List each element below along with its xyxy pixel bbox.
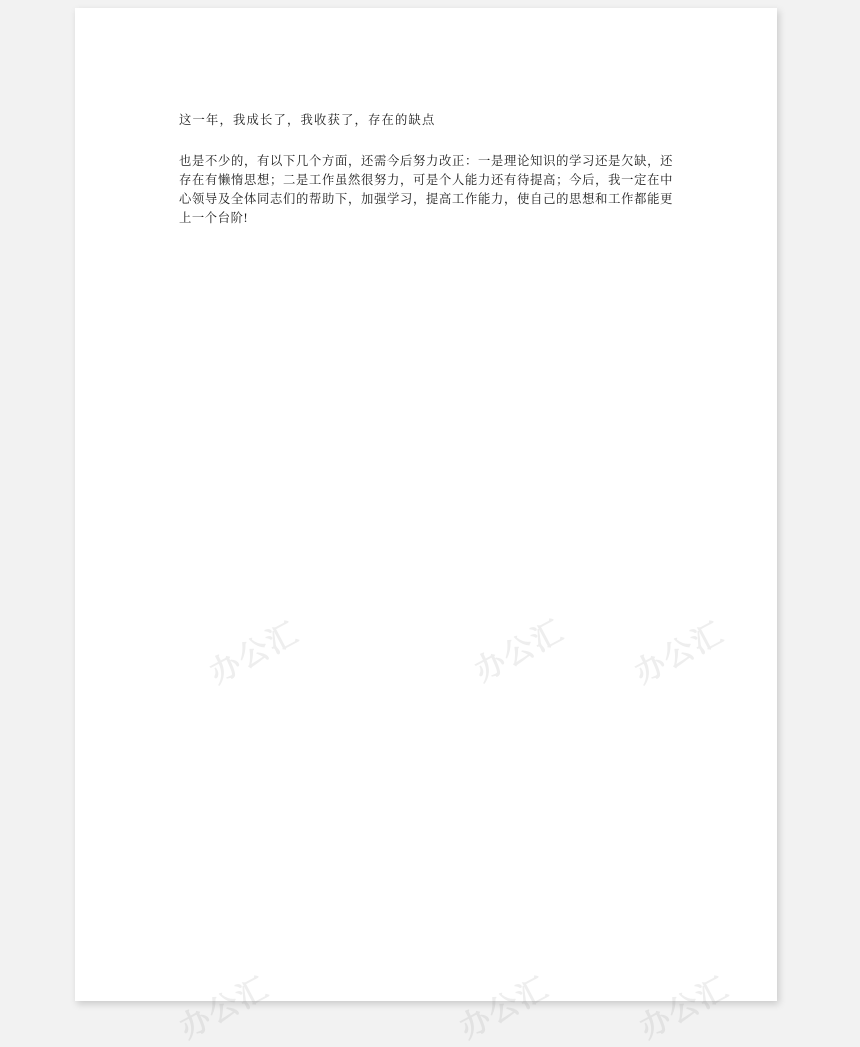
watermark: 办公汇 xyxy=(634,970,735,1046)
document-text-body xyxy=(179,111,673,228)
watermark: 办公汇 xyxy=(204,615,305,691)
paragraph-2: 也是不少的，有以下几个方面，还需今后努力改正：一是理论知识的学习还是欠缺，还存在有懒惰思想；二是工作虽然很努力，可是个人能力还有待提高；今后，我一定在中心领导及全体同志们的帮助下，加强学习，提高工作能力，使自己的思想和工作都能更上一个台阶! xyxy=(179,154,673,225)
watermark: 办公汇 xyxy=(174,970,275,1046)
document-page xyxy=(75,8,777,1046)
watermark: 办公汇 xyxy=(454,970,555,1046)
watermark: 办公汇 xyxy=(469,613,570,689)
watermark: 办公汇 xyxy=(629,615,730,691)
paragraph-1: 这一年，我成长了，我收获了，存在的缺点 xyxy=(179,113,436,127)
